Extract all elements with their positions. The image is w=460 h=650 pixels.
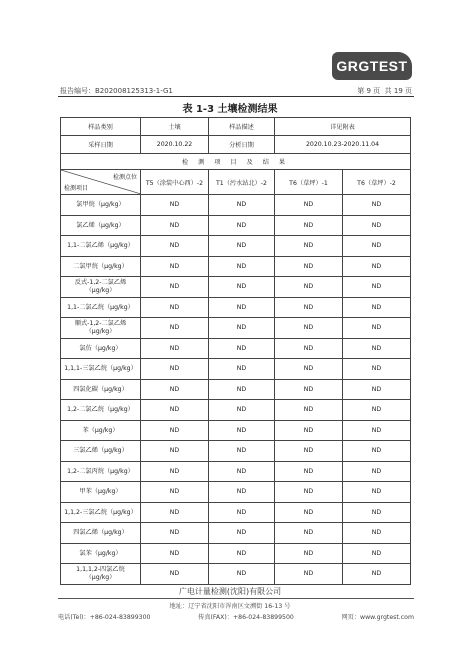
result-cell: ND [209,277,275,298]
result-cell: ND [141,359,209,380]
test-item-name: 1,1,1,2-四氯乙烷（μg/kg） [61,564,141,585]
test-item-name: 氯甲烷（μg/kg） [61,195,141,216]
result-cell: ND [209,215,275,236]
result-cell: ND [209,318,275,339]
point-label: 检测点位 [112,174,137,181]
diagonal-header-cell [61,170,141,195]
result-cell: ND [141,338,209,359]
result-cell: ND [343,523,411,544]
sample-desc-label: 样品描述 [209,118,275,136]
table-row [61,461,411,482]
test-item-name: 1,2-二氯乙烷（μg/kg） [61,400,141,421]
result-cell: ND [141,195,209,216]
logo-text: GRGTEST [336,58,408,74]
test-item-name: 甲苯（μg/kg） [61,482,141,503]
table-row [61,359,411,380]
result-cell: ND [141,400,209,421]
result-cell: ND [343,359,411,380]
footer-web: 网页：www.grgtest.com [341,614,414,621]
result-cell: ND [209,461,275,482]
result-cell: ND [275,236,343,257]
test-item-name: 苯（μg/kg） [61,420,141,441]
sample-type-label: 样品类别 [61,118,141,136]
report-number: 报告编号：B202008125313-1-G1 [60,87,173,95]
result-cell: ND [275,502,343,523]
result-cell: ND [275,564,343,585]
test-item-name: 反式-1,2-二氯乙烯（μg/kg） [61,277,141,298]
result-cell: ND [141,441,209,462]
result-cell: ND [141,277,209,298]
grgtest-logo [332,52,412,80]
result-cell: ND [209,195,275,216]
test-item-name: 1,1,1-三氯乙烷（μg/kg） [61,359,141,380]
footer-address: 地址：辽宁省沈阳市浑南区文溯街 16-13 号 [169,603,291,610]
result-cell: ND [209,379,275,400]
result-cell: ND [343,297,411,318]
result-cell: ND [275,461,343,482]
column-header-row [61,170,411,195]
test-item-name: 氯苯（μg/kg） [61,543,141,564]
test-item-name: 1,1-二氯乙烯（μg/kg） [61,236,141,257]
table-row [61,277,411,298]
result-cell: ND [275,543,343,564]
result-cell: ND [343,379,411,400]
result-cell: ND [275,297,343,318]
table-title: 表 1-3 土壤检测结果 [182,104,278,115]
result-cell: ND [343,195,411,216]
result-cell: ND [343,482,411,503]
test-item-name: 二氯甲烷（μg/kg） [61,256,141,277]
test-item-name: 四氯化碳（μg/kg） [61,379,141,400]
result-cell: ND [209,482,275,503]
test-item-name: 1,1,2-三氯乙烷（μg/kg） [61,502,141,523]
item-label: 检测项目 [64,185,89,192]
test-item-name: 顺式-1,2-二氯乙烯（μg/kg） [61,318,141,339]
page-number: 第 9 页 共 19 页 [357,87,412,95]
result-cell: ND [275,195,343,216]
test-item-name: 三氯乙烯（μg/kg） [61,441,141,462]
table-row [61,297,411,318]
meta-row-1 [61,118,411,136]
soil-results-table [60,117,411,585]
result-cell: ND [343,338,411,359]
table-body [61,118,411,585]
result-cell: ND [275,256,343,277]
section-title: 检 测 项 目 及 结 果 [61,154,411,170]
table-row [61,441,411,462]
sample-type-value: 土壤 [141,118,209,136]
test-item-name: 1,2-二氯丙烷（μg/kg） [61,461,141,482]
table-row [61,523,411,544]
footer-contact [58,612,414,621]
result-cell: ND [141,297,209,318]
header-divider [58,96,414,97]
result-cell: ND [343,400,411,421]
result-cell: ND [141,379,209,400]
table-row [61,338,411,359]
table-row [61,400,411,421]
test-item-name: 1,1-二氯乙烷（μg/kg） [61,297,141,318]
test-item-name: 氯仿（μg/kg） [61,338,141,359]
result-cell: ND [141,482,209,503]
result-cell: ND [275,379,343,400]
result-cell: ND [275,338,343,359]
table-row [61,420,411,441]
result-cell: ND [343,318,411,339]
footer-tel: 电话(Tel)：+86-024-83899300 [58,614,151,621]
result-cell: ND [275,420,343,441]
result-cell: ND [343,543,411,564]
table-row [61,256,411,277]
result-cell: ND [141,420,209,441]
table-row [61,564,411,585]
table-row [61,318,411,339]
column-point-3: T6（草坪）-1 [275,170,343,195]
result-cell: ND [343,256,411,277]
sampling-date-label: 采样日期 [61,136,141,154]
column-point-1: T5（涂装中心西）-2 [141,170,209,195]
result-cell: ND [141,543,209,564]
test-item-name: 四氯乙烯（μg/kg） [61,523,141,544]
result-cell: ND [343,215,411,236]
result-cell: ND [209,236,275,257]
result-cell: ND [209,502,275,523]
result-cell: ND [209,256,275,277]
footer-divider [58,598,414,599]
result-cell: ND [141,236,209,257]
result-cell: ND [209,441,275,462]
table-row [61,379,411,400]
result-cell: ND [141,523,209,544]
result-cell: ND [343,236,411,257]
result-cell: ND [275,523,343,544]
result-cell: ND [209,338,275,359]
result-cell: ND [141,256,209,277]
result-cell: ND [209,359,275,380]
result-cell: ND [275,359,343,380]
result-cell: ND [343,441,411,462]
table-row [61,236,411,257]
result-cell: ND [275,400,343,421]
section-row [61,154,411,170]
result-cell: ND [275,482,343,503]
result-cell: ND [209,523,275,544]
table-row [61,215,411,236]
result-cell: ND [343,502,411,523]
result-cell: ND [275,277,343,298]
sampling-date-value: 2020.10.22 [141,136,209,154]
table-row [61,502,411,523]
result-cell: ND [275,441,343,462]
column-point-4: T6（草坪）-2 [343,170,411,195]
result-cell: ND [141,502,209,523]
result-cell: ND [209,564,275,585]
result-cell: ND [343,564,411,585]
meta-row-2 [61,136,411,154]
footer-company: 广电计量检测(沈阳)有限公司 [178,587,282,596]
table-row [61,195,411,216]
result-cell: ND [209,420,275,441]
analysis-date-value: 2020.10.23-2020.11.04 [275,136,411,154]
result-cell: ND [209,543,275,564]
result-cell: ND [141,461,209,482]
result-cell: ND [275,215,343,236]
result-cell: ND [343,461,411,482]
result-cell: ND [141,564,209,585]
result-cell: ND [141,318,209,339]
table-row [61,543,411,564]
result-cell: ND [343,420,411,441]
footer-fax: 传真(FAX)：+86-024-83899500 [198,614,294,621]
result-cell: ND [209,297,275,318]
analysis-date-label: 分析日期 [209,136,275,154]
column-point-2: T1（污水站北）-2 [209,170,275,195]
test-item-name: 氯乙烯（μg/kg） [61,215,141,236]
result-cell: ND [209,400,275,421]
table-row [61,482,411,503]
result-cell: ND [141,215,209,236]
result-cell: ND [275,318,343,339]
sample-desc-value: 详见附表 [275,118,411,136]
result-cell: ND [343,277,411,298]
